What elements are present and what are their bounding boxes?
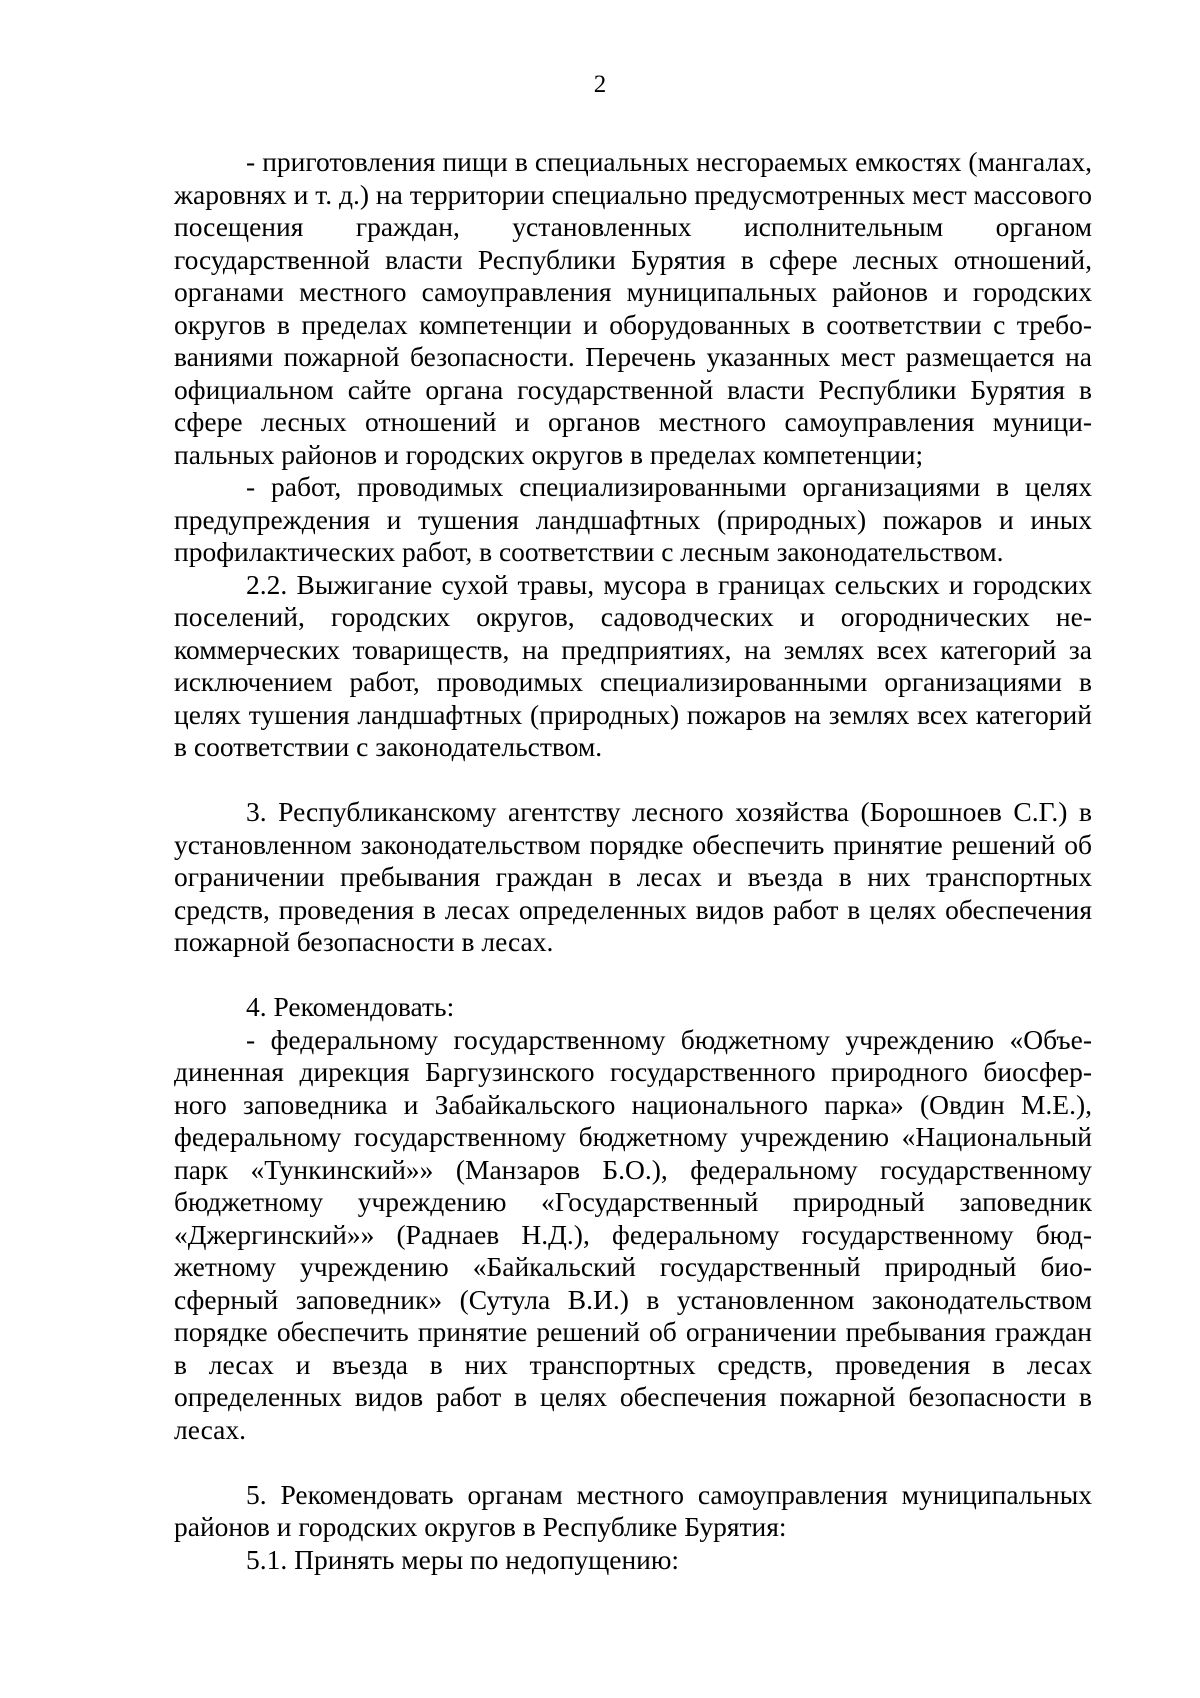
paragraph-5-1: 5.1. Принять меры по недопущению: [246,1543,680,1575]
paragraph-specialized-works: - работ, проводимых специализированными организациями в целях предупреждения и тушения ландшафтных (природных) пожаров и иных профилактических работ, в соответствии с лесным законодательством. [174,471,1092,567]
page-number: 2 [593,71,607,98]
paragraph-4-heading: 4. Рекомендовать: [246,991,455,1022]
paragraph-spacer [174,764,1092,797]
document-body [174,146,1092,1576]
paragraph-food-preparation: - приготовления пищи в специальных несгораемых емкостях (мангалах, жаровнях и т. д.) на территории специально предусмотренных мест массового посещения граждан, установленных исполнительным органом государственной власти Республики Бурятия в сфере лесных отношений, органами местного самоуправления муниципальных районов и городских округов в пределах компетенции и оборудованных в соответствии с требованиями пожарной безопасности. Перечень указанных мест размещается на официальном сайте органа государственной власти Республики Бурятия в сфере лесных отношений и органов местного самоуправления муниципальных районов и городских округов в пределах компетенции; [174,146,1092,470]
paragraph-2-2: 2.2. Выжигание сухой травы, мусора в границах сельских и городских поселений, городских округов, садоводческих и огороднических некоммерческих товариществ, на предприятиях, на землях всех категорий за исключением работ, проводимых специализированными организациями в целях тушения ландшафтных (природных) пожаров на землях всех категорий в соответствии с законодательством. [174,568,1092,762]
paragraph-5: 5. Рекомендовать органам местного самоуправления муниципальных районов и городских округов в Республике Бурятия: [174,1478,1092,1542]
paragraph-3: 3. Республиканскому агентству лесного хозяйства (Борошноев С.Г.) в установленном законодательством порядке обеспечить принятие решений об ограничении пребывания граждан в лесах и въезда в них транспортных средств, проведения в лесах определенных видов работ в целях обеспечения пожарной безопасности в лесах. [174,796,1092,957]
paragraph-spacer [174,1446,1092,1479]
paragraph-spacer [174,959,1092,992]
paragraph-4-federal-institutions: - федеральному государственному бюджетному учреждению «Объединенная дирекция Баргузинского государственного природного биосферного заповедника и Забайкальского национального парка» (Овдин М.Е.), федеральному государственному бюджетному учреждению «Национальный парк «Тункинский»» (Манзаров Б.О.), федеральному государственному бюджетному учреждению «Государственный природный заповедник «Джергинский»» (Раднаев Н.Д.), федеральному государственному бюджетному учреждению «Байкальский государственный природный биосферный заповедник» (Сутула В.И.) в установленном законодательством порядке обеспечить принятие решений об ограничении пребывания граждан в лесах и въезда в них транспортных средств, проведения в лесах определенных видов работ в целях обеспечения пожарной безопасности в лесах. [174,1023,1092,1445]
